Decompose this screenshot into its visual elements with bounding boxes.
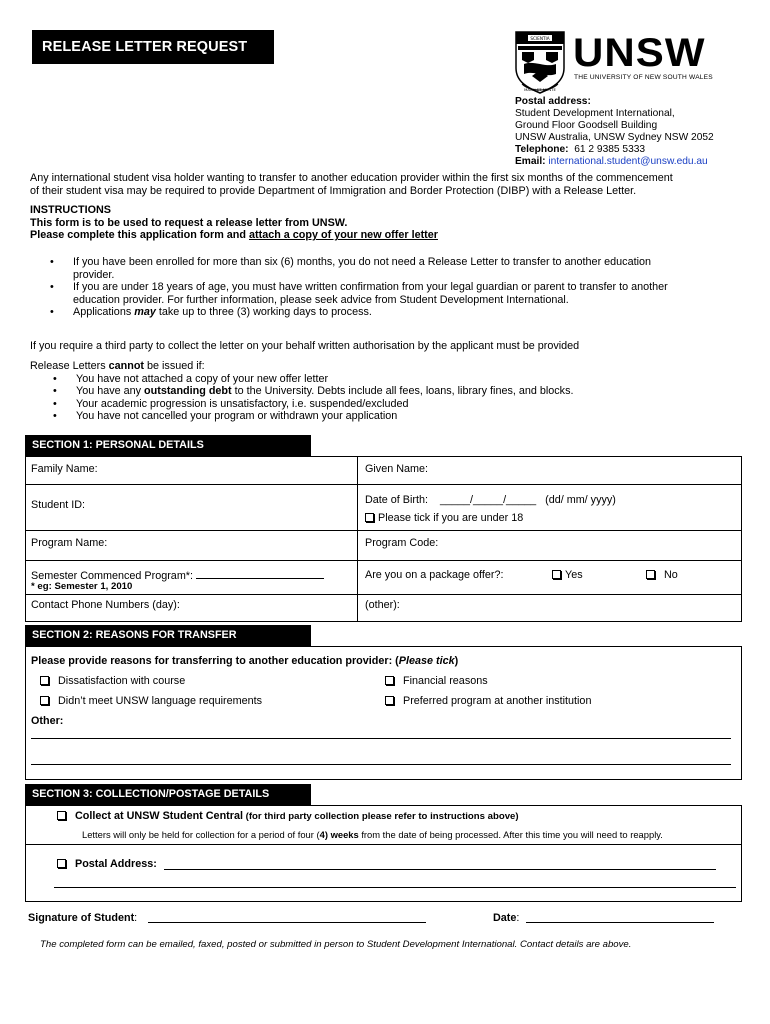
no-label: No (664, 569, 678, 581)
intro-paragraph (30, 172, 750, 197)
intro-line: of their student visa may be required to provide Department of Immigration and Border Protection (DIBP) with a Release Letter. (30, 184, 637, 197)
checkbox[interactable] (385, 676, 394, 685)
telephone-label: Telephone: (515, 144, 569, 156)
section-1-divider (357, 456, 358, 622)
other-reason-line[interactable] (31, 738, 731, 739)
reason-label: Didn’t meet UNSW language requirements (58, 695, 263, 707)
signature-line[interactable] (148, 922, 426, 923)
postal-label: Postal Address: (75, 858, 157, 870)
given-name-field[interactable]: Given Name: (365, 463, 429, 475)
address-line: UNSW Australia, UNSW Sydney NSW 2052 (515, 132, 714, 144)
program-code-field[interactable]: Program Code: (365, 537, 439, 549)
under-18-checkbox[interactable] (365, 513, 374, 522)
list-item: • Applications may take up to three (3) working days to process. (30, 306, 750, 319)
dob-label: Date of Birth: (365, 494, 429, 506)
package-no-option[interactable] (646, 569, 678, 581)
date-line[interactable] (526, 922, 714, 923)
collection-hold-note: Letters will only be held for collection for a period of four (4) weeks from the date of being processed. After this time you will need to reapply. (82, 829, 663, 840)
reason-label: Preferred program at another institution (403, 695, 592, 707)
postal-address-line[interactable] (164, 869, 716, 870)
crest-motto-top: SCIENTIA (530, 36, 550, 41)
checkbox[interactable] (385, 696, 394, 705)
section-3-header: SECTION 3: COLLECTION/POSTAGE DETAILS (25, 784, 311, 805)
instructions-block (30, 204, 750, 242)
collect-label: Collect at UNSW Student Central (75, 810, 243, 822)
instructions-line: This form is to be used to request a release letter from UNSW. (30, 216, 348, 229)
row-divider (25, 530, 742, 531)
list-item: • You have any outstanding debt to the University. Debts include all fees, loans, library fines, and blocks. (30, 385, 750, 398)
offer-letter-emphasis: attach a copy of your new offer letter (249, 229, 438, 242)
no-checkbox[interactable] (646, 570, 655, 579)
list-item: • You have not attached a copy of your new offer letter (30, 373, 750, 386)
reason-label: Dissatisfaction with course (58, 675, 186, 687)
unsw-crest-logo (514, 30, 566, 96)
collect-note: (for third party collection please refer to instructions above) (242, 811, 519, 822)
section-1-header: SECTION 1: PERSONAL DETAILS (25, 435, 311, 456)
row-divider (25, 484, 742, 485)
reason-preferred-program[interactable] (385, 695, 591, 707)
telephone-value: 61 2 9385 5333 (574, 144, 646, 156)
program-name-field[interactable]: Program Name: (31, 537, 108, 549)
dob-input[interactable]: _____/_____/_____ (440, 494, 537, 506)
third-party-note: If you require a third party to collect the letter on your behalf written authorisation by the applicant must be provided (30, 340, 580, 352)
signature-label: Signature of Student: (28, 912, 138, 924)
reason-language[interactable] (40, 695, 262, 707)
postal-address-line[interactable] (54, 887, 736, 888)
address-heading: Postal address: (515, 96, 591, 107)
email-label: Email: (515, 156, 546, 168)
submission-note: The completed form can be emailed, faxed, posted or submitted in person to Student Development International. Contact details are above. (40, 939, 632, 950)
crest-motto-bottom: MANU ET MENTE (524, 87, 556, 92)
row-divider (25, 594, 742, 595)
postal-option[interactable] (57, 858, 157, 870)
list-item: • If you have been enrolled for more than six (6) months, you do not need a Release Letter to transfer to another education provider. (30, 256, 750, 281)
form-title: RELEASE LETTER REQUEST (32, 30, 274, 64)
intro-line: Any international student visa holder wanting to transfer to another education provider within the first six months of the commencement (30, 172, 673, 184)
semester-example: * eg: Semester 1, 2010 (31, 581, 133, 592)
other-reason-label: Other: (31, 715, 64, 727)
date-label: Date: (493, 912, 520, 924)
checkbox[interactable] (40, 676, 49, 685)
list-item: • You have not cancelled your program or withdrawn your application (30, 410, 750, 423)
address-line: Ground Floor Goodsell Building (515, 120, 658, 132)
email-link[interactable]: international.student@unsw.edu.au (548, 156, 708, 168)
instructions-bullets (30, 256, 750, 319)
collect-checkbox[interactable] (57, 811, 66, 820)
list-item: • Your academic progression is unsatisfactory, i.e. suspended/excluded (30, 398, 750, 411)
semester-label: Semester Commenced Program*: (31, 570, 194, 582)
phone-day-field[interactable]: Contact Phone Numbers (day): (31, 599, 180, 611)
package-yes-option[interactable] (552, 569, 583, 581)
semester-input-line[interactable] (196, 569, 324, 579)
other-reason-line[interactable] (31, 764, 731, 765)
date-of-birth-field[interactable] (365, 494, 616, 506)
unsw-subtitle: THE UNIVERSITY OF NEW SOUTH WALES (574, 74, 713, 81)
section-2-header: SECTION 2: REASONS FOR TRANSFER (25, 625, 311, 646)
reason-label: Financial reasons (403, 675, 488, 687)
list-item: • If you are under 18 years of age, you must have written confirmation from your legal guardian or parent to transfer to another education provider. For further information, please seek advice from Student Development International. (30, 281, 750, 306)
dob-format: (dd/ mm/ yyyy) (545, 494, 616, 506)
yes-checkbox[interactable] (552, 570, 561, 579)
row-divider (25, 844, 742, 845)
row-divider (25, 560, 742, 561)
checkbox[interactable] (40, 696, 49, 705)
phone-other-field[interactable]: (other): (365, 599, 400, 611)
cannot-issue-block: Release Letters cannot be issued if: • You have not attached a copy of your new offer letter • You have any outstanding debt to the University. Debts include all fees, loans, library fines, and blocks. • Your academic progression is unsatisfactory, i.e. suspended/excluded • You have not cancelled your program or withdrawn your application (30, 360, 750, 423)
reason-financial[interactable] (385, 675, 488, 687)
package-offer-label: Are you on a package offer?: (365, 569, 504, 581)
instructions-text: Please complete this application form and (30, 229, 249, 242)
address-line: Student Development International, (515, 108, 675, 120)
under-18-option[interactable] (365, 512, 523, 524)
yes-label: Yes (565, 569, 583, 581)
postal-checkbox[interactable] (57, 859, 66, 868)
instructions-line (30, 229, 750, 242)
instructions-heading: INSTRUCTIONS (30, 204, 111, 216)
unsw-wordmark: UNSW (573, 31, 706, 75)
postal-address-block (515, 96, 714, 169)
family-name-field[interactable]: Family Name: (31, 463, 98, 475)
collect-option[interactable] (57, 810, 519, 822)
under-18-label: Please tick if you are under 18 (378, 512, 524, 524)
student-id-field[interactable]: Student ID: (31, 499, 86, 511)
reasons-prompt: Please provide reasons for transferring to another education provider: (Please tick) (31, 655, 459, 667)
reason-dissatisfaction[interactable] (40, 675, 185, 687)
